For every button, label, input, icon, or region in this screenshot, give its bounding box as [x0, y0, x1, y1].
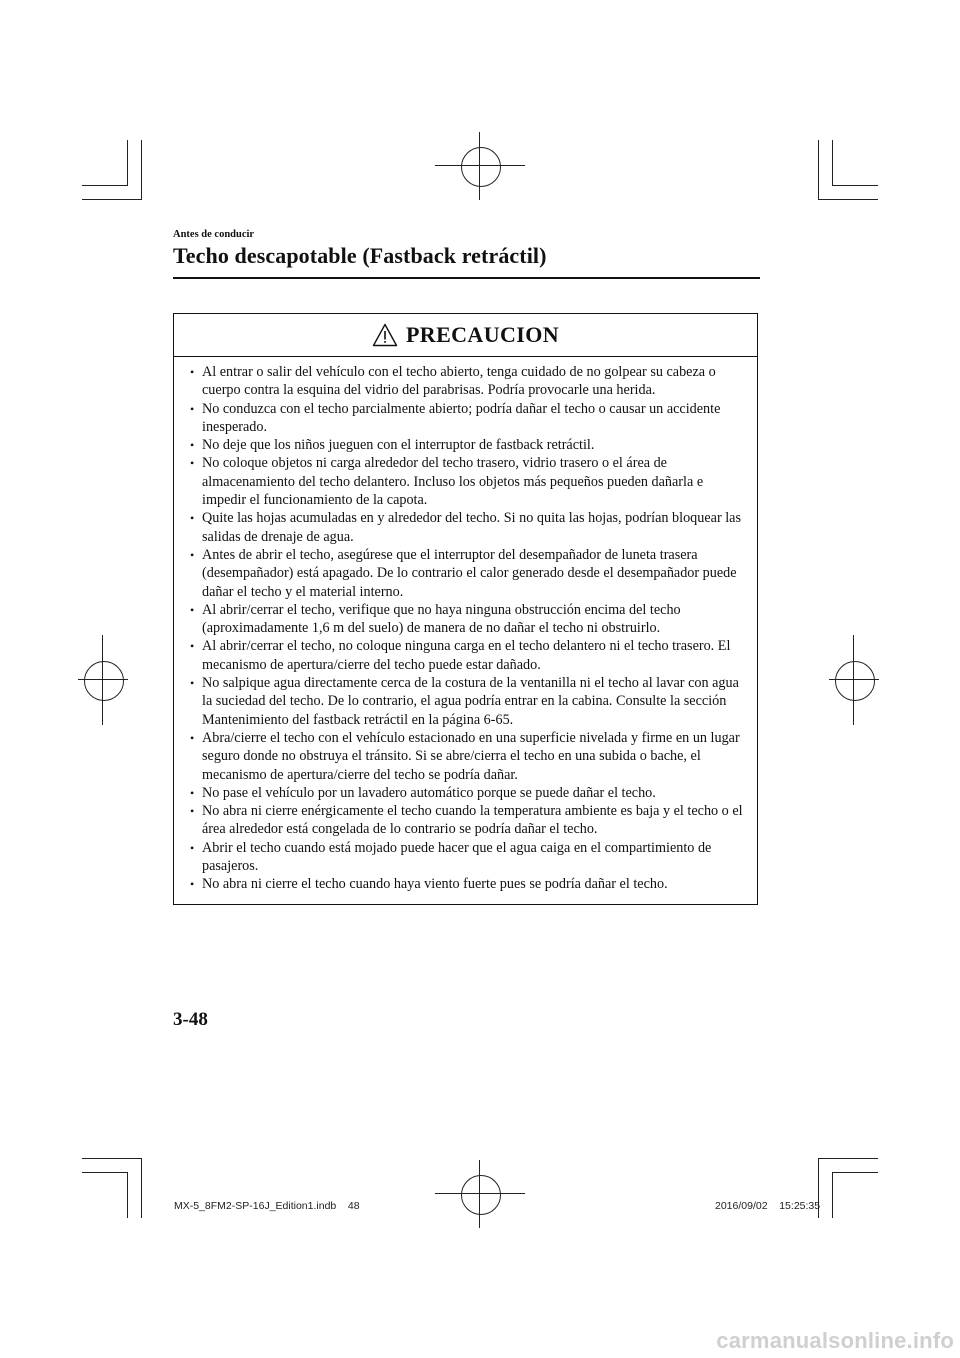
caution-header [174, 314, 757, 357]
caution-item [190, 436, 747, 454]
registration-mark-left [84, 661, 122, 699]
bullet-icon: • [190, 547, 195, 562]
crop-mark-line [832, 1172, 833, 1218]
caution-item-text: No conduzca con el techo parcialmente abierto; podría dañar el techo o causar un accidente inesperado. [202, 400, 721, 435]
caution-title: PRECAUCION [405, 322, 560, 347]
bullet-icon: • [190, 840, 195, 855]
caution-item-text: Abra/cierre el techo con el vehículo estacionado en una superficie nivelada y firme en un lugar seguro donde no obstruya el tránsito. Si se abre/cierra el techo en una subida o bache, el mecanismo de apertura/cierre del techo se podría dañar. [202, 729, 740, 783]
bullet-icon: • [190, 511, 195, 526]
crop-mark-line [141, 1158, 142, 1218]
caution-item-text: Al entrar o salir del vehículo con el techo abierto, tenga cuidado de no golpear su cabeza o cuerpo contra la esquina del vidrio del parabrisas. Podría provocarle una herida. [202, 364, 716, 399]
crop-mark-line [127, 140, 128, 186]
caution-item [190, 784, 747, 802]
bullet-icon: • [190, 676, 195, 691]
crop-mark-line [832, 185, 878, 186]
warning-triangle-icon [372, 323, 398, 347]
bullet-icon: • [190, 365, 195, 379]
bullet-icon: • [190, 456, 195, 471]
crop-mark-line [82, 199, 142, 200]
caution-item [190, 601, 747, 638]
caution-item-text: Antes de abrir el techo, asegúrese que el interruptor del desempañador de luneta trasera (desempañador) está apagado. De lo contrario el calor generado desde el desempañador puede dañar el techo y el material interno. [202, 546, 737, 600]
section-label: Antes de conducir [173, 229, 255, 240]
caution-item [190, 546, 747, 601]
crop-mark-line [818, 1158, 878, 1159]
caution-item [190, 400, 747, 437]
caution-item [190, 509, 747, 546]
title-divider [173, 277, 760, 279]
caution-item-text: Al abrir/cerrar el techo, verifique que no haya ninguna obstrucción encima del techo (aproximadamente 1,6 m del suelo) de manera de no dañar el techo ni obstruirlo. [202, 601, 681, 637]
page-number: 3-48 [173, 1009, 208, 1030]
crop-mark-line [82, 1158, 142, 1159]
footer-date-info: 2016/09/02 15:25:35 [715, 1200, 821, 1212]
caution-list [174, 357, 757, 894]
caution-item [190, 363, 747, 400]
bullet-icon: • [190, 401, 195, 416]
bullet-icon: • [190, 877, 195, 892]
caution-item-text: No abra ni cierre el techo cuando haya viento fuerte pues se podría dañar el techo. [202, 876, 668, 893]
caution-item [190, 454, 747, 509]
crop-mark-line [818, 199, 878, 200]
registration-mark-bottom [461, 1175, 499, 1213]
bullet-icon: • [190, 602, 195, 617]
crop-mark-line [818, 140, 819, 200]
bullet-icon: • [190, 785, 195, 800]
bullet-icon: • [190, 639, 195, 654]
caution-item-text: No deje que los niños jueguen con el interruptor de fastback retráctil. [202, 437, 595, 454]
crop-mark-line [832, 1172, 878, 1173]
caution-item-text: Al abrir/cerrar el techo, no coloque ninguna carga en el techo delantero ni el techo trasero. El mecanismo de apertura/cierre del techo puede estar dañado. [202, 638, 731, 673]
bullet-icon: • [190, 730, 195, 745]
caution-item-text: No pase el vehículo por un lavadero automático porque se puede dañar el techo. [202, 784, 656, 801]
footer-file-info: MX-5_8FM2-SP-16J_Edition1.indb 48 [174, 1200, 360, 1212]
caution-item-text: Abrir el techo cuando está mojado puede hacer que el agua caiga en el compartimiento de pasajeros. [202, 839, 712, 875]
crop-mark-line [832, 140, 833, 186]
bullet-icon: • [190, 804, 195, 819]
caution-item [190, 637, 747, 674]
caution-item [190, 802, 747, 839]
crop-mark-line [82, 185, 128, 186]
crop-mark-line [82, 1172, 128, 1173]
caution-item-text: No abra ni cierre enérgicamente el techo cuando la temperatura ambiente es baja y el techo o el área alrededor está congelada de lo contrario se podría dañar el techo. [202, 803, 743, 838]
crop-mark-line [141, 140, 142, 200]
page-title: Techo descapotable (Fastback retráctil) [173, 243, 547, 268]
watermark: carmanualsonline.info [716, 1328, 954, 1353]
caution-item-text: No salpique agua directamente cerca de la costura de la ventanilla ni el techo al lavar con agua la suciedad del techo. De lo contrario, el agua podría entrar en la cabina. Consulte la sección Mantenimiento del fastback retráctil en la página 6-65. [202, 675, 739, 728]
crop-mark-line [127, 1172, 128, 1218]
caution-item [190, 875, 747, 893]
bullet-icon: • [190, 438, 195, 453]
caution-item [190, 674, 747, 729]
caution-item-text: No coloque objetos ni carga alrededor del techo trasero, vidrio trasero o el área de almacenamiento del techo delantero. Incluso los objetos más pequeños pueden dañarla e impedir el funcionamiento de la capota. [202, 455, 704, 509]
registration-mark-right [835, 661, 873, 699]
caution-item [190, 839, 747, 876]
caution-item-text: Quite las hojas acumuladas en y alrededor del techo. Si no quita las hojas, podrían bloquear las salidas de drenaje de agua. [202, 510, 741, 545]
registration-mark-top [461, 147, 499, 185]
caution-box [173, 313, 758, 905]
caution-item [190, 729, 747, 784]
